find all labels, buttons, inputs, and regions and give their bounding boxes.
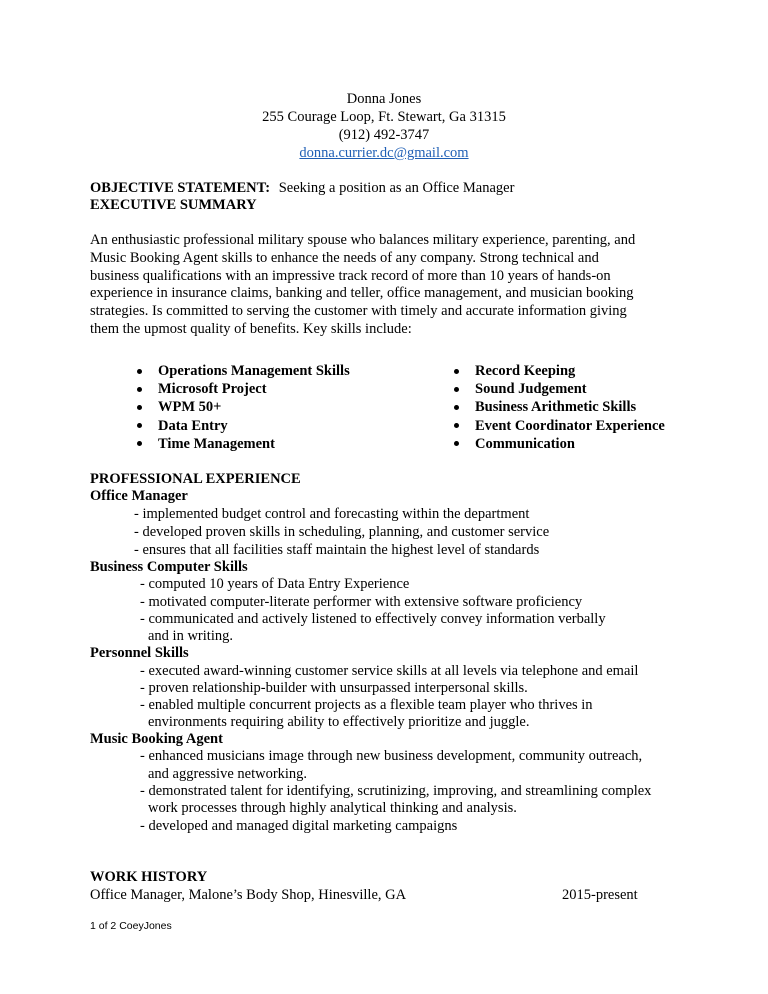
experience-line: - communicated and actively listened to effectively convey information verbally xyxy=(140,611,606,627)
executive-summary-heading: EXECUTIVE SUMMARY xyxy=(90,197,257,213)
section-title-personnel-skills: Personnel Skills xyxy=(90,645,189,661)
experience-line: - demonstrated talent for identifying, scrutinizing, improving, and streamlining complex xyxy=(140,783,652,799)
section-title-business-computer-skills: Business Computer Skills xyxy=(90,559,248,575)
experience-line: - developed and managed digital marketing campaigns xyxy=(140,818,458,834)
skills-list-left xyxy=(134,362,350,453)
candidate-name: Donna Jones xyxy=(346,91,422,107)
skills-list-right xyxy=(451,362,665,453)
work-history-heading: WORK HISTORY xyxy=(90,869,208,885)
experience-line: - proven relationship-builder with unsurpassed interpersonal skills. xyxy=(140,680,528,696)
experience-line: - computed 10 years of Data Entry Experience xyxy=(140,576,410,592)
work-history-dates: 2015-present xyxy=(562,887,638,903)
email-link[interactable]: donna.currier.dc@gmail.com xyxy=(299,145,469,161)
skill-item: Sound Judgement xyxy=(451,380,665,398)
summary-line: experience in insurance claims, banking and teller, office management, and musician booking xyxy=(90,285,634,302)
summary-line: Music Booking Agent skills to enhance the needs of any company. Strong technical and xyxy=(90,249,599,266)
executive-summary-paragraph xyxy=(90,232,670,339)
section-title-music-booking-agent: Music Booking Agent xyxy=(90,731,223,747)
skill-item: Business Arithmetic Skills xyxy=(451,398,665,416)
summary-line: An enthusiastic professional military spouse who balances military experience, parenting, and xyxy=(90,232,636,248)
section-title-office-manager: Office Manager xyxy=(90,488,188,504)
experience-line: - enabled multiple concurrent projects as a flexible team player who thrives in xyxy=(140,697,593,713)
experience-line: - motivated computer-literate performer with extensive software proficiency xyxy=(140,594,583,610)
summary-line: business qualifications with an impressive track record of more than 10 years of hands-on xyxy=(90,267,611,284)
summary-line: strategies. Is committed to serving the customer with timely and accurate information giving xyxy=(90,303,627,320)
skill-item: Microsoft Project xyxy=(134,380,350,398)
work-history-entry: Office Manager, Malone’s Body Shop, Hinesville, GA xyxy=(90,887,407,903)
objective-statement xyxy=(90,179,514,197)
experience-line: - enhanced musicians image through new business development, community outreach, xyxy=(140,748,643,764)
experience-line: and in writing. xyxy=(148,628,233,644)
skill-item: Event Coordinator Experience xyxy=(451,417,665,435)
skill-item: Record Keeping xyxy=(451,362,665,380)
experience-line: - executed award-winning customer service skills at all levels via telephone and email xyxy=(140,663,639,679)
objective-text: Seeking a position as an Office Manager xyxy=(278,180,515,196)
page-footer: 1 of 2 CoeyJones xyxy=(90,920,172,932)
candidate-address: 255 Courage Loop, Ft. Stewart, Ga 31315 xyxy=(262,109,506,125)
professional-experience-heading: PROFESSIONAL EXPERIENCE xyxy=(90,471,301,487)
experience-line: environments requiring ability to effectively prioritize and juggle. xyxy=(148,714,530,730)
experience-line: and aggressive networking. xyxy=(148,766,308,782)
email-line xyxy=(0,144,768,162)
experience-line: work processes through highly analytical thinking and analysis. xyxy=(148,800,517,816)
candidate-phone: (912) 492-3747 xyxy=(338,127,430,143)
skill-item: Operations Management Skills xyxy=(134,362,350,380)
experience-line: - implemented budget control and forecasting within the department xyxy=(134,506,530,522)
summary-line: them the upmost quality of benefits. Key skills include: xyxy=(90,320,412,337)
skill-item: WPM 50+ xyxy=(134,398,350,416)
experience-line: - ensures that all facilities staff maintain the highest level of standards xyxy=(134,542,540,558)
objective-label: OBJECTIVE STATEMENT: xyxy=(90,180,271,196)
skill-item: Communication xyxy=(451,435,665,453)
skill-item: Time Management xyxy=(134,435,350,453)
skill-item: Data Entry xyxy=(134,417,350,435)
experience-line: - developed proven skills in scheduling, planning, and customer service xyxy=(134,524,550,540)
